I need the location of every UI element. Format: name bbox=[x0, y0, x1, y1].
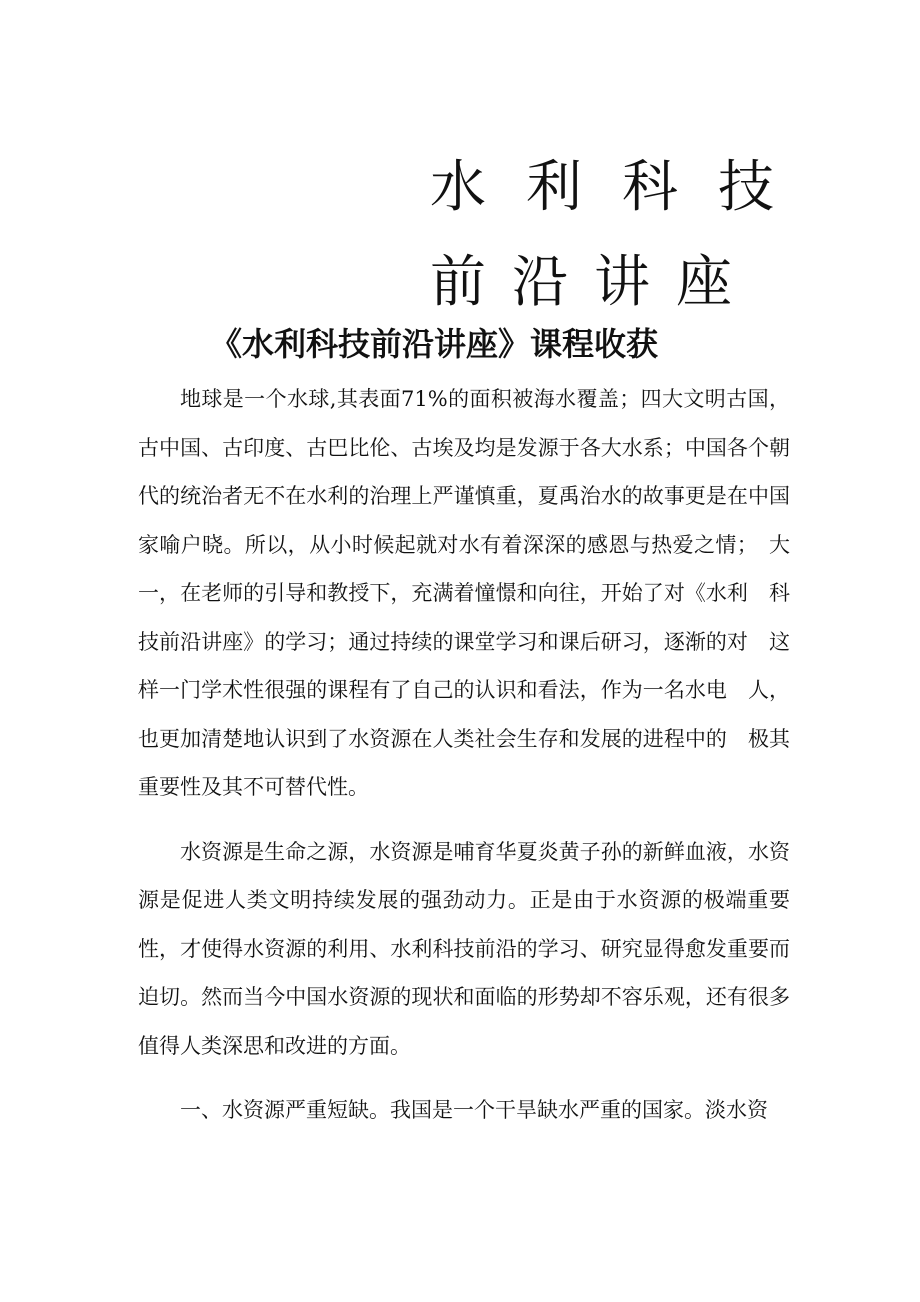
main-title-line-2: 前沿讲座 bbox=[430, 250, 758, 315]
body-text bbox=[138, 375, 790, 1151]
paragraph-1: 地球是一个水球,其表面71%的面积被海水覆盖；四大文明古国，古中国、古印度、古巴比伦、古埃及均是发源于各大水系；中国各个朝代的统治者无不在水利的治理上严谨慎重，夏禹治水的故事更是在中国家喻户晓。所以，从小时候起就对水有着深深的感恩与热爱之情； 大一，在老师的引导和教授下，充满着憧憬和向往，开始了对《水利 科技前沿讲座》的学习；通过持续的课堂学习和课后研习，逐渐的对 这样一门学术性很强的课程有了自己的认识和看法，作为一名水电 人，也更加清楚地认识到了水资源在人类社会生存和发展的进程中的 极其重要性及其不可替代性。 bbox=[138, 387, 790, 799]
subtitle: 《水利科技前沿讲座》课程收获 bbox=[210, 325, 659, 363]
paragraph-3: 一、水资源严重短缺。我国是一个干旱缺水严重的国家。淡水资 bbox=[180, 1098, 768, 1122]
paragraph-2: 水资源是生命之源，水资源是哺育华夏炎黄子孙的新鲜血液，水资源是促进人类文明持续发展的强劲动力。正是由于水资源的极端重要性，才使得水资源的利用、水利科技前沿的学习、研究显得愈发重要而迫切。然而当今中国水资源的现状和面临的形势却不容乐观，还有很多值得人类深思和改进的方面。 bbox=[138, 839, 790, 1058]
main-title-line-1: 水利科技 bbox=[430, 155, 814, 220]
